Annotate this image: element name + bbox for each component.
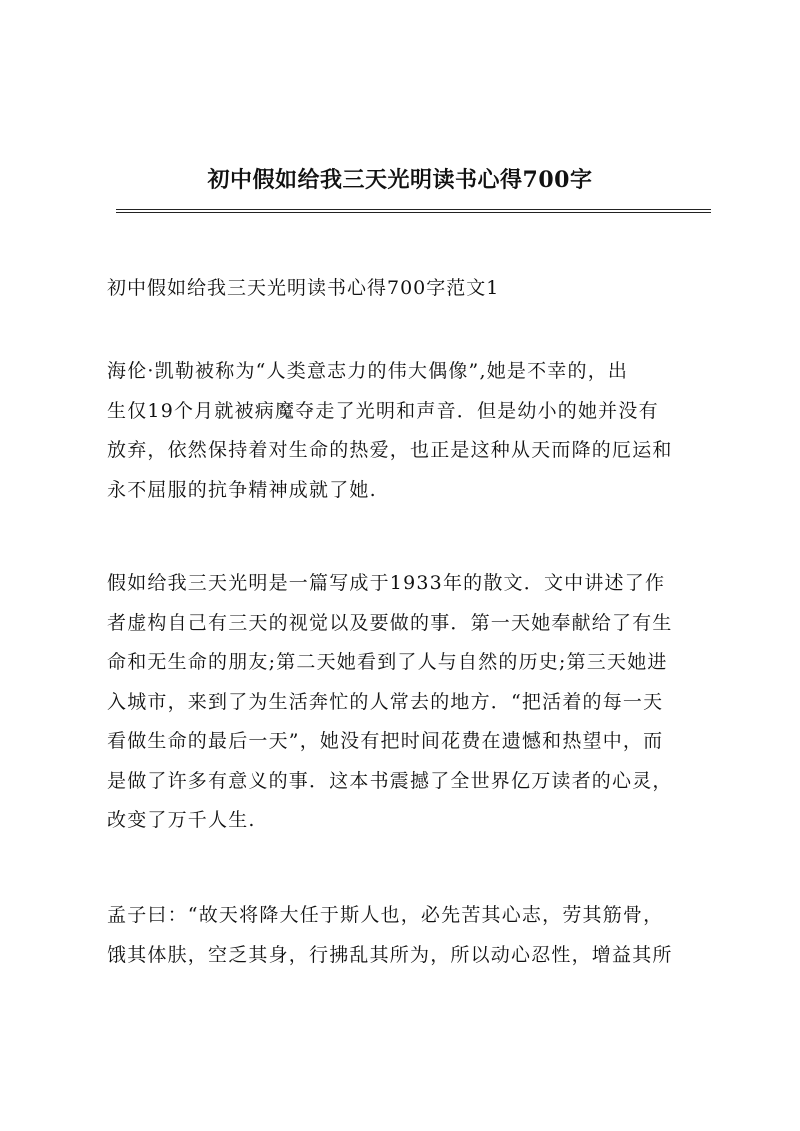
paragraph-3	[107, 896, 712, 975]
paragraph-line: 改变了万千人生.	[107, 809, 256, 831]
paragraph-line: 海伦·凯勒被称为“人类意志力的伟大偶像”,她是不幸的，出	[107, 360, 629, 382]
paragraph-line: 入城市，来到了为生活奔忙的人常去的地方．“把活着的每一天	[107, 690, 664, 713]
document-title: 初中假如给我三天光明读书心得700字	[207, 167, 593, 193]
paragraph-line: 看做生命的最后一天”，她没有把时间花费在遗憾和热望中，而	[107, 730, 664, 752]
title-divider	[116, 209, 711, 213]
paragraph-line: 放弃，依然保持着对生命的热爱，也正是这种从天而降的厄运和	[107, 439, 673, 461]
paragraph-line: 生仅19个月就被病魔夺走了光明和声音．但是幼小的她并没有	[107, 399, 659, 422]
paragraph-line: 者虚构自己有三天的视觉以及要做的事．第一天她奉献给了有生	[107, 611, 673, 634]
paragraph-line: 是做了许多有意义的事．这本书震撼了全世界亿万读者的心灵，	[107, 769, 673, 792]
paragraph-line: 饿其体肤，空乏其身，行拂乱其所为，所以动心忍性，增益其所	[107, 943, 673, 966]
paragraph-line: 永不屈服的抗争精神成就了她.	[107, 478, 377, 501]
paragraph-line: 孟子曰：“故天将降大任于斯人也，必先苦其心志，劳其筋骨，	[107, 904, 664, 926]
paragraph-1	[107, 352, 712, 510]
section-heading: 初中假如给我三天光明读书心得700字范文1	[107, 277, 500, 299]
paragraph-2	[107, 564, 712, 841]
paragraph-line: 假如给我三天光明是一篇写成于1933年的散文．文中讲述了作	[107, 572, 666, 594]
paragraph-line: 命和无生命的朋友;第二天她看到了人与自然的历史;第三天她进	[107, 651, 668, 673]
